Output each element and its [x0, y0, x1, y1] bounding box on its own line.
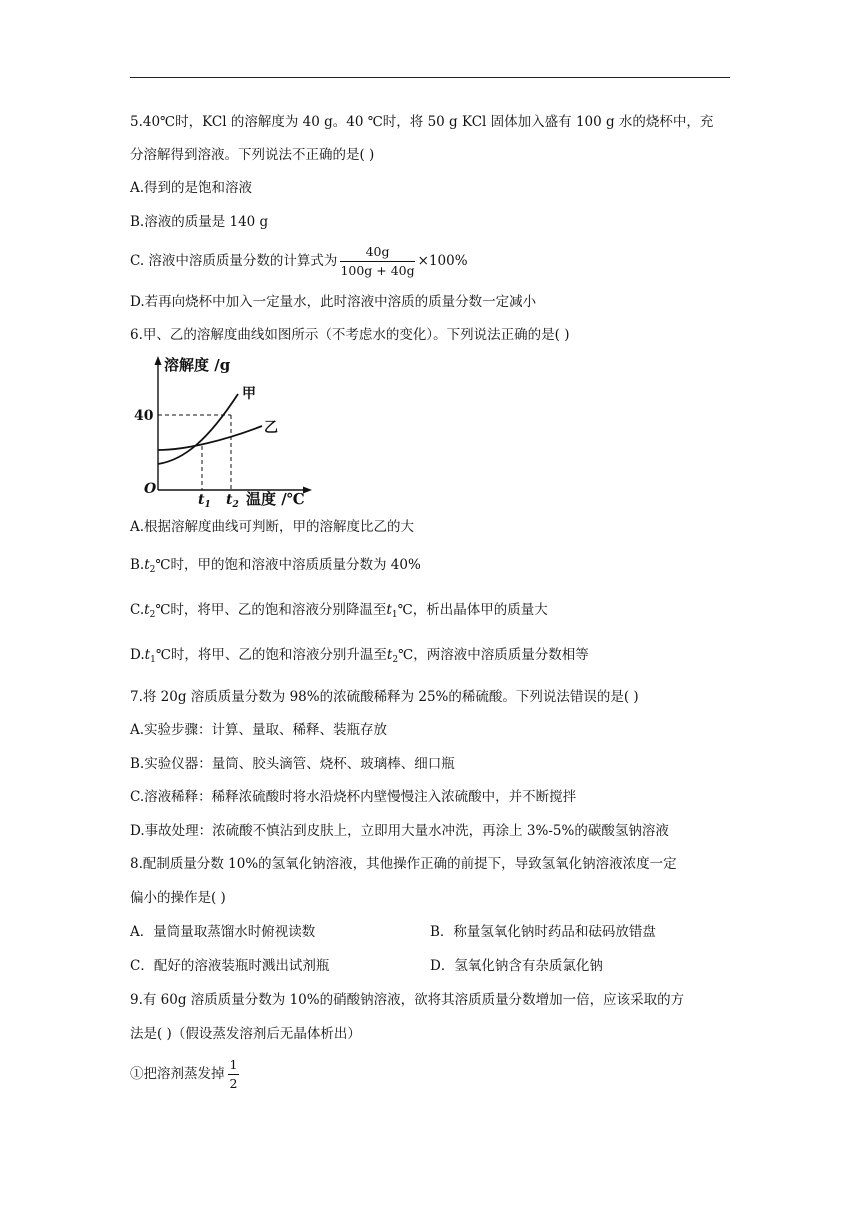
- fraction-denominator: 2: [229, 1076, 238, 1091]
- series-label-jia: 甲: [242, 386, 256, 402]
- tick-main: t: [226, 492, 233, 508]
- tick-sub: 2: [232, 500, 239, 510]
- var-t: t: [144, 602, 150, 618]
- y-tick-label: 40: [134, 408, 154, 424]
- q7-option-c: C.溶液稀释：稀释浓硫酸时将水沿烧杯内壁慢慢注入浓硫酸中，并不断搅拌: [130, 789, 577, 805]
- q5-stem-line1: 5.40℃时，KCl 的溶解度为 40 g。40 ℃时，将 50 g KCl 固体加入盛有 100 g 水的烧杯中，充: [130, 114, 714, 130]
- fraction-denominator: 100g + 40g: [340, 263, 415, 278]
- q9-stem-line1: 9.有 60g 溶质质量分数为 10%的硝酸钠溶液，欲将其溶质质量分数增加一倍，应该采取的方: [130, 992, 685, 1008]
- q6-option-d: [130, 645, 589, 670]
- var-sub: 2: [149, 565, 156, 575]
- q8-stem-line1: 8.配制质量分数 10%的氢氧化钠溶液，其他操作正确的前提下，导致氢氧化钠溶液浓度一定: [130, 856, 677, 872]
- q5-stem-line2: 分溶解得到溶液。下列说法不正确的是( ): [130, 147, 375, 163]
- q8-option-a: A．量筒量取蒸馏水时俯视读数: [130, 924, 316, 940]
- q5-option-b: B.溶液的质量是 140 g: [130, 214, 269, 230]
- q5-option-a: A.得到的是饱和溶液: [130, 180, 253, 196]
- var-sub: 2: [392, 655, 399, 665]
- var-sub: 1: [150, 655, 156, 665]
- option-text: ℃时，甲的饱和溶液中溶质质量分数为 40%: [155, 557, 421, 573]
- series-label-yi: 乙: [264, 420, 278, 436]
- q8-option-b: B．称量氢氧化钠时药品和砝码放错盘: [430, 924, 656, 940]
- option-text: ℃时，将甲、乙的饱和溶液分别降温至: [155, 602, 387, 618]
- x-tick-label-t2: [226, 492, 239, 510]
- q9-stem-line2: 法是( )（假设蒸发溶剂后无晶体析出）: [130, 1026, 361, 1042]
- q7-option-d: D.事故处理：浓硫酸不慎沾到皮肤上，立即用大量水冲洗，再涂上 3%-5%的碳酸氢钠溶液: [130, 823, 669, 839]
- y-axis-label: 溶解度 /g: [164, 356, 231, 374]
- x-tick-label-t1: [198, 492, 211, 510]
- var-sub: 2: [149, 610, 156, 620]
- y-axis-arrow: [155, 356, 162, 365]
- q8-option-c: C．配好的溶液装瓶时溅出试剂瓶: [130, 958, 330, 974]
- option-prefix: D.: [130, 647, 145, 663]
- q9-item-1-fraction: [228, 1057, 240, 1092]
- q9-item-1: [130, 1054, 242, 1094]
- q6-option-c: [130, 600, 548, 625]
- solubility-chart: [126, 348, 326, 510]
- q9-item-1-prefix: ①把溶剂蒸发掉: [130, 1066, 225, 1082]
- q5-option-d: D.若再向烧杯中加入一定量水，此时溶液中溶质的质量分数一定减小: [130, 294, 537, 310]
- q8-option-d: D．氢氧化钠含有杂质氯化钠: [430, 958, 603, 974]
- var-t: t: [144, 647, 151, 663]
- option-text: ℃，两溶液中溶质质量分数相等: [398, 647, 589, 663]
- q5-option-c: [130, 242, 468, 280]
- curve-yi: [158, 426, 262, 450]
- var-t: t: [386, 602, 392, 618]
- q7-stem: 7.将 20g 溶质质量分数为 98%的浓硫酸稀释为 25%的稀硫酸。下列说法错误的是( ): [130, 689, 639, 705]
- header-rule: [130, 77, 730, 78]
- q6-option-b: [130, 555, 421, 580]
- tick-sub: 1: [204, 500, 211, 510]
- x-axis-label: 温度 /℃: [246, 490, 305, 508]
- origin-label: O: [144, 481, 157, 497]
- option-text: ℃时，将甲、乙的饱和溶液分别升温至: [155, 647, 387, 663]
- q5-option-c-fraction: [340, 244, 414, 279]
- option-prefix: B.: [130, 557, 145, 573]
- fraction-numerator: 40g: [340, 244, 414, 262]
- tick-main: t: [198, 492, 205, 508]
- var-sub: 1: [391, 610, 398, 620]
- q5-option-c-suffix: ×100%: [417, 253, 468, 269]
- option-prefix: C.: [130, 602, 145, 618]
- var-t: t: [144, 557, 150, 573]
- q6-option-a: A.根据溶解度曲线可判断，甲的溶解度比乙的大: [130, 519, 415, 535]
- q5-option-c-prefix: C. 溶液中溶质质量分数的计算式为: [130, 253, 338, 269]
- fraction-numerator: 1: [228, 1057, 240, 1075]
- curve-jia: [158, 394, 238, 464]
- var-t: t: [386, 647, 393, 663]
- q6-stem: 6.甲、乙的溶解度曲线如图所示（不考虑水的变化）。下列说法正确的是( ): [130, 327, 570, 343]
- option-text: ℃，析出晶体甲的质量大: [397, 602, 548, 618]
- q8-stem-line2: 偏小的操作是( ): [130, 890, 226, 906]
- q7-option-b: B.实验仪器：量筒、胶头滴管、烧杯、玻璃棒、细口瓶: [130, 756, 455, 772]
- q7-option-a: A.实验步骤：计算、量取、稀释、装瓶存放: [130, 722, 388, 738]
